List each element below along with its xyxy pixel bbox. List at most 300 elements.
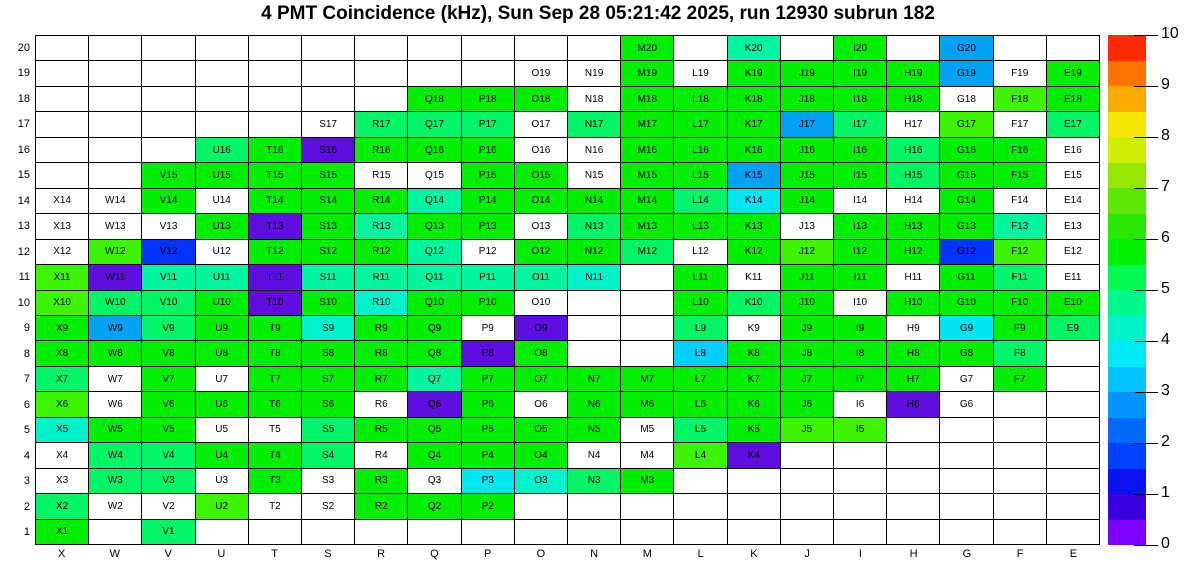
y-axis: [6, 35, 32, 545]
grid-cell: S5: [302, 418, 354, 442]
colorbar-tick: [1134, 545, 1158, 546]
grid-cell: P3: [462, 469, 514, 493]
grid-cell: H6: [887, 392, 939, 416]
grid-cell: V12: [142, 240, 194, 264]
grid-cell: [834, 469, 886, 493]
grid-cell: T13: [249, 214, 301, 238]
grid-cell: X2: [36, 494, 88, 518]
grid-cell: R10: [355, 291, 407, 315]
grid-cell: X7: [36, 367, 88, 391]
grid-cell: N15: [568, 163, 620, 187]
grid-cell: P4: [462, 443, 514, 467]
grid-cell: [674, 520, 726, 544]
grid-cell: L7: [674, 367, 726, 391]
grid-cell: Q12: [408, 240, 460, 264]
grid-cell: [89, 520, 141, 544]
grid-cell: R8: [355, 341, 407, 365]
colorbar-band: [1108, 469, 1146, 495]
x-axis-label: N: [590, 548, 599, 560]
grid-cell: I14: [834, 189, 886, 213]
colorbar-tick: [1134, 392, 1158, 393]
grid-cell: O7: [515, 367, 567, 391]
grid-cell: [834, 494, 886, 518]
grid-cell: H18: [887, 87, 939, 111]
grid-cell: [1047, 367, 1099, 391]
grid-cell: W7: [89, 367, 141, 391]
grid-cell: K8: [728, 341, 780, 365]
colorbar-band: [1108, 443, 1146, 469]
grid-cell: O14: [515, 189, 567, 213]
grid-cell: X6: [36, 392, 88, 416]
y-axis-label: 19: [17, 67, 30, 80]
grid-cell: W14: [89, 189, 141, 213]
grid-cell: W8: [89, 341, 141, 365]
grid-cell: S17: [302, 112, 354, 136]
x-axis-label: H: [909, 548, 918, 560]
grid-cell: E12: [1047, 240, 1099, 264]
x-axis-label: W: [109, 548, 121, 560]
grid-cell: [36, 163, 88, 187]
grid-cell: E19: [1047, 61, 1099, 85]
grid-cell: [196, 112, 248, 136]
grid-cell: H19: [887, 61, 939, 85]
grid-cell: W13: [89, 214, 141, 238]
grid-cell: L4: [674, 443, 726, 467]
grid-cell: [674, 494, 726, 518]
grid-cell: K12: [728, 240, 780, 264]
grid-cell: N19: [568, 61, 620, 85]
grid-cell: I8: [834, 341, 886, 365]
grid-cell: Q5: [408, 418, 460, 442]
grid-cell: [1047, 520, 1099, 544]
grid-cell: X3: [36, 469, 88, 493]
y-axis-label: 17: [17, 118, 30, 131]
grid-cell: [408, 520, 460, 544]
colorbar-tick: [1134, 341, 1158, 342]
grid-cell: O8: [515, 341, 567, 365]
grid-cell: F13: [994, 214, 1046, 238]
y-axis-label: 8: [23, 347, 30, 360]
grid-cell: I17: [834, 112, 886, 136]
grid-cell: [994, 443, 1046, 467]
grid-cell: E10: [1047, 291, 1099, 315]
x-axis-label: L: [697, 548, 704, 560]
grid-cell: W9: [89, 316, 141, 340]
colorbar-tick-label: 7: [1161, 178, 1170, 196]
grid-cell: U7: [196, 367, 248, 391]
colorbar-tick: [1134, 494, 1158, 495]
grid-cell: I15: [834, 163, 886, 187]
grid-cell: K13: [728, 214, 780, 238]
grid-cell: K9: [728, 316, 780, 340]
grid-cell: J10: [781, 291, 833, 315]
grid-cell: K18: [728, 87, 780, 111]
grid-cell: R11: [355, 265, 407, 289]
grid-cell: V10: [142, 291, 194, 315]
grid-cell: T8: [249, 341, 301, 365]
grid-cell: U13: [196, 214, 248, 238]
grid-cell: K7: [728, 367, 780, 391]
x-axis-label: F: [1016, 548, 1024, 560]
grid-cell: F9: [994, 316, 1046, 340]
grid-cell: M5: [621, 418, 673, 442]
y-axis-label: 10: [17, 296, 30, 309]
grid-cell: [302, 61, 354, 85]
grid-cell: J7: [781, 367, 833, 391]
grid-cell: [355, 36, 407, 60]
grid-cell: U4: [196, 443, 248, 467]
grid-cell: H16: [887, 138, 939, 162]
grid-cell: R12: [355, 240, 407, 264]
grid-cell: I7: [834, 367, 886, 391]
grid-cell: N3: [568, 469, 620, 493]
grid-cell: K4: [728, 443, 780, 467]
grid-cell: J5: [781, 418, 833, 442]
grid-cell: [36, 87, 88, 111]
y-axis-label: 5: [23, 424, 30, 437]
grid-cell: F18: [994, 87, 1046, 111]
colorbar-band: [1108, 494, 1146, 520]
grid-cell: V15: [142, 163, 194, 187]
grid-cell: F14: [994, 189, 1046, 213]
grid-cell: T7: [249, 367, 301, 391]
grid-cell: [36, 112, 88, 136]
grid-cell: [196, 520, 248, 544]
grid-cell: H9: [887, 316, 939, 340]
grid-cell: Q14: [408, 189, 460, 213]
grid-cell: H8: [887, 341, 939, 365]
colorbar-tick-label: 2: [1161, 433, 1170, 451]
grid-cell: I12: [834, 240, 886, 264]
grid-cell: F19: [994, 61, 1046, 85]
y-axis-label: 3: [23, 475, 30, 488]
grid-cell: E11: [1047, 265, 1099, 289]
grid-cell: F17: [994, 112, 1046, 136]
x-axis-label: M: [642, 548, 652, 560]
grid-cell: [89, 163, 141, 187]
grid-cell: L16: [674, 138, 726, 162]
grid-cell: U16: [196, 138, 248, 162]
grid-cell: E18: [1047, 87, 1099, 111]
grid-cell: [887, 494, 939, 518]
grid-cell: W3: [89, 469, 141, 493]
grid-cell: O10: [515, 291, 567, 315]
grid-cell: W5: [89, 418, 141, 442]
grid-cell: O9: [515, 316, 567, 340]
grid-cell: [302, 87, 354, 111]
x-axis-label: G: [962, 548, 972, 560]
grid-cell: P15: [462, 163, 514, 187]
colorbar-band: [1108, 239, 1146, 265]
grid-cell: K11: [728, 265, 780, 289]
grid-cell: I19: [834, 61, 886, 85]
grid-cell: V9: [142, 316, 194, 340]
grid-cell: W2: [89, 494, 141, 518]
grid-cell: R16: [355, 138, 407, 162]
grid-cell: E16: [1047, 138, 1099, 162]
grid-cell: P16: [462, 138, 514, 162]
grid-cell: [142, 87, 194, 111]
grid-cell: J8: [781, 341, 833, 365]
colorbar-band: [1108, 35, 1146, 61]
grid-cell: [728, 469, 780, 493]
grid-cell: Q18: [408, 87, 460, 111]
grid-cell: K16: [728, 138, 780, 162]
grid-cell: J17: [781, 112, 833, 136]
y-axis-label: 9: [23, 322, 30, 335]
grid-cell: S16: [302, 138, 354, 162]
grid-cell: R9: [355, 316, 407, 340]
y-axis-label: 2: [23, 500, 30, 513]
grid-cell: S11: [302, 265, 354, 289]
x-axis-label: T: [271, 548, 278, 560]
grid-cell: [994, 36, 1046, 60]
colorbar-band: [1108, 112, 1146, 138]
chart-title: 4 PMT Coincidence (kHz), Sun Sep 28 05:21:42 2025, run 12930 subrun 182: [261, 3, 935, 24]
grid-cell: [249, 36, 301, 60]
grid-cell: [887, 469, 939, 493]
grid-cell: U14: [196, 189, 248, 213]
x-axis: [35, 548, 1100, 566]
grid-cell: Q15: [408, 163, 460, 187]
grid-cell: T2: [249, 494, 301, 518]
grid-cell: U12: [196, 240, 248, 264]
grid-cell: N5: [568, 418, 620, 442]
grid-cell: V3: [142, 469, 194, 493]
grid-cell: [249, 61, 301, 85]
grid-cell: J18: [781, 87, 833, 111]
grid-cell: Q11: [408, 265, 460, 289]
grid-cell: O18: [515, 87, 567, 111]
grid-cell: [887, 418, 939, 442]
grid-cell: [302, 36, 354, 60]
y-axis-label: 14: [17, 194, 30, 207]
grid-cell: U2: [196, 494, 248, 518]
grid-cell: U11: [196, 265, 248, 289]
grid-cell: P9: [462, 316, 514, 340]
grid-cell: T5: [249, 418, 301, 442]
grid-cell: L18: [674, 87, 726, 111]
grid-cell: T14: [249, 189, 301, 213]
grid-cell: T12: [249, 240, 301, 264]
grid-cell: [196, 61, 248, 85]
grid-cell: [355, 61, 407, 85]
y-axis-label: 1: [23, 526, 30, 539]
grid-cell: P5: [462, 418, 514, 442]
grid-cell: I16: [834, 138, 886, 162]
grid-cell: R3: [355, 469, 407, 493]
grid-cell: H7: [887, 367, 939, 391]
grid-cell: K6: [728, 392, 780, 416]
grid-cell: R2: [355, 494, 407, 518]
grid-cell: X4: [36, 443, 88, 467]
grid-cell: F11: [994, 265, 1046, 289]
heatmap-grid: [35, 35, 1100, 545]
grid-cell: [142, 36, 194, 60]
grid-cell: V5: [142, 418, 194, 442]
grid-cell: [408, 36, 460, 60]
grid-cell: H15: [887, 163, 939, 187]
grid-cell: [621, 341, 673, 365]
grid-cell: H10: [887, 291, 939, 315]
grid-cell: Q7: [408, 367, 460, 391]
grid-cell: K5: [728, 418, 780, 442]
colorbar-tick-label: 4: [1161, 331, 1170, 349]
grid-cell: [89, 87, 141, 111]
grid-cell: T16: [249, 138, 301, 162]
grid-cell: [621, 265, 673, 289]
y-axis-label: 11: [18, 271, 30, 284]
grid-cell: T4: [249, 443, 301, 467]
colorbar-band: [1108, 163, 1146, 189]
grid-cell: L12: [674, 240, 726, 264]
grid-cell: T15: [249, 163, 301, 187]
grid-cell: X11: [36, 265, 88, 289]
grid-cell: O4: [515, 443, 567, 467]
grid-cell: [994, 494, 1046, 518]
grid-cell: [621, 520, 673, 544]
grid-cell: N11: [568, 265, 620, 289]
grid-cell: G18: [940, 87, 992, 111]
grid-cell: [940, 443, 992, 467]
grid-cell: F15: [994, 163, 1046, 187]
grid-cell: J12: [781, 240, 833, 264]
grid-cell: J14: [781, 189, 833, 213]
grid-cell: K20: [728, 36, 780, 60]
x-axis-label: E: [1069, 548, 1078, 560]
grid-cell: [887, 36, 939, 60]
grid-cell: [887, 520, 939, 544]
colorbar-band: [1108, 290, 1146, 316]
grid-cell: M18: [621, 87, 673, 111]
grid-cell: M14: [621, 189, 673, 213]
grid-cell: J13: [781, 214, 833, 238]
grid-cell: K10: [728, 291, 780, 315]
x-axis-label: X: [57, 548, 66, 560]
grid-cell: Q8: [408, 341, 460, 365]
grid-cell: L13: [674, 214, 726, 238]
grid-cell: N7: [568, 367, 620, 391]
grid-cell: L14: [674, 189, 726, 213]
colorbar-tick-label: 8: [1161, 127, 1170, 145]
x-axis-label: V: [164, 548, 172, 560]
grid-cell: H12: [887, 240, 939, 264]
grid-cell: J9: [781, 316, 833, 340]
colorbar-tick: [1134, 86, 1158, 87]
grid-cell: G7: [940, 367, 992, 391]
grid-cell: [621, 316, 673, 340]
grid-cell: R4: [355, 443, 407, 467]
grid-cell: H11: [887, 265, 939, 289]
grid-cell: S14: [302, 189, 354, 213]
grid-cell: S6: [302, 392, 354, 416]
grid-cell: N18: [568, 87, 620, 111]
grid-cell: [834, 520, 886, 544]
grid-cell: R14: [355, 189, 407, 213]
grid-cell: R7: [355, 367, 407, 391]
colorbar-tick-label: 0: [1161, 535, 1170, 553]
grid-cell: [36, 36, 88, 60]
grid-cell: X10: [36, 291, 88, 315]
grid-cell: S4: [302, 443, 354, 467]
grid-cell: E15: [1047, 163, 1099, 187]
grid-cell: V14: [142, 189, 194, 213]
x-axis-label: U: [217, 548, 226, 560]
grid-cell: F12: [994, 240, 1046, 264]
colorbar-tick: [1134, 188, 1158, 189]
grid-cell: M3: [621, 469, 673, 493]
grid-cell: S7: [302, 367, 354, 391]
grid-cell: V6: [142, 392, 194, 416]
grid-cell: [621, 494, 673, 518]
grid-cell: G8: [940, 341, 992, 365]
grid-cell: H17: [887, 112, 939, 136]
grid-cell: [142, 138, 194, 162]
grid-cell: [36, 61, 88, 85]
grid-cell: T11: [249, 265, 301, 289]
grid-cell: G15: [940, 163, 992, 187]
grid-cell: P14: [462, 189, 514, 213]
grid-cell: P17: [462, 112, 514, 136]
grid-cell: G10: [940, 291, 992, 315]
grid-cell: P8: [462, 341, 514, 365]
grid-cell: V1: [142, 520, 194, 544]
grid-cell: [940, 494, 992, 518]
grid-cell: E17: [1047, 112, 1099, 136]
grid-cell: P13: [462, 214, 514, 238]
grid-cell: X12: [36, 240, 88, 264]
grid-cell: [568, 316, 620, 340]
grid-cell: X9: [36, 316, 88, 340]
grid-cell: T3: [249, 469, 301, 493]
y-axis-label: 4: [23, 449, 30, 462]
grid-cell: U9: [196, 316, 248, 340]
colorbar-band: [1108, 86, 1146, 112]
grid-cell: [781, 443, 833, 467]
grid-cell: [142, 112, 194, 136]
grid-cell: W12: [89, 240, 141, 264]
colorbar-band: [1108, 392, 1146, 418]
grid-cell: R15: [355, 163, 407, 187]
grid-cell: H13: [887, 214, 939, 238]
grid-cell: S10: [302, 291, 354, 315]
grid-cell: N6: [568, 392, 620, 416]
grid-cell: E14: [1047, 189, 1099, 213]
x-axis-label: O: [536, 548, 546, 560]
colorbar-tick: [1134, 290, 1158, 291]
grid-cell: S8: [302, 341, 354, 365]
grid-cell: [1047, 418, 1099, 442]
grid-cell: N13: [568, 214, 620, 238]
grid-cell: I6: [834, 392, 886, 416]
grid-cell: [249, 520, 301, 544]
colorbar-tick-label: 9: [1161, 76, 1170, 94]
grid-cell: L17: [674, 112, 726, 136]
colorbar-band: [1108, 341, 1146, 367]
grid-cell: O16: [515, 138, 567, 162]
grid-cell: [568, 341, 620, 365]
grid-cell: L10: [674, 291, 726, 315]
grid-cell: F16: [994, 138, 1046, 162]
y-axis-label: 15: [17, 169, 30, 182]
grid-cell: M13: [621, 214, 673, 238]
grid-cell: [568, 520, 620, 544]
grid-cell: [1047, 494, 1099, 518]
grid-cell: Q13: [408, 214, 460, 238]
grid-cell: R13: [355, 214, 407, 238]
grid-cell: X1: [36, 520, 88, 544]
y-axis-label: 7: [23, 373, 30, 386]
